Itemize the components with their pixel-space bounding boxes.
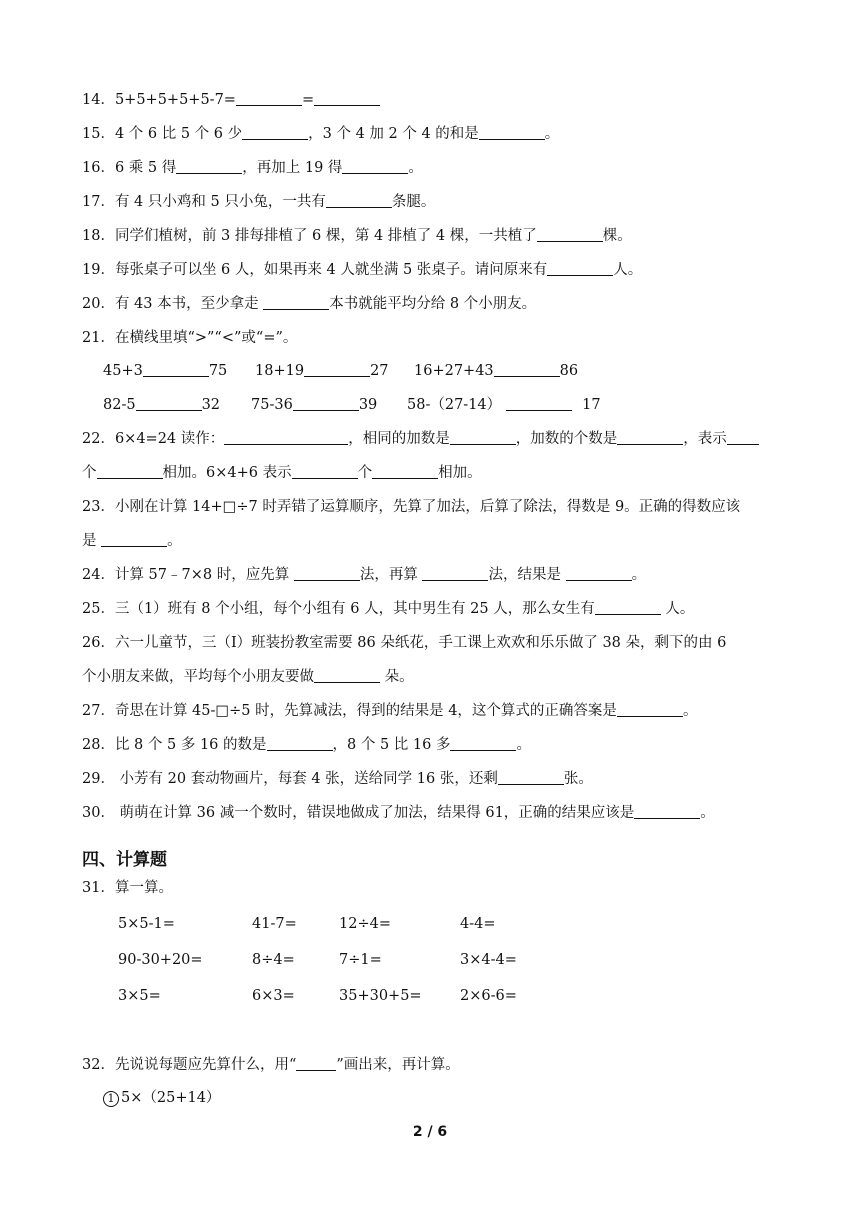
- answer-blank[interactable]: [143, 362, 209, 377]
- answer-blank[interactable]: [293, 396, 359, 411]
- calc-item: 5×5-1=: [118, 916, 175, 932]
- question-14: 14．5+5+5+5+5-7= =: [82, 90, 380, 110]
- question-18: 18．同学们植树，前 3 排每排植了 6 棵，第 4 排植了 4 棵，一共植了 棵。: [82, 228, 632, 244]
- calc-item: 41-7=: [252, 916, 297, 932]
- underline-sample: [296, 1056, 336, 1071]
- answer-blank[interactable]: [101, 532, 167, 547]
- question-17: 17．有 4 只小鸡和 5 只小兔，一共有 条腿。: [82, 194, 436, 210]
- answer-blank[interactable]: [617, 430, 683, 445]
- answer-blank[interactable]: [566, 566, 632, 581]
- answer-blank[interactable]: [304, 362, 370, 377]
- question-29: 29． 小芳有 20 套动物画片，每套 4 张，送给同学 16 张，还剩 张。: [82, 771, 593, 787]
- question-22-line2: 个 相加。6×4+6 表示 个 相加。: [82, 465, 482, 481]
- answer-blank[interactable]: [506, 396, 572, 411]
- answer-blank[interactable]: [242, 125, 308, 140]
- page-number: 2 / 6: [412, 1124, 448, 1140]
- answer-blank[interactable]: [263, 295, 329, 310]
- answer-blank[interactable]: [314, 91, 380, 106]
- calc-item: 4-4=: [460, 916, 496, 932]
- question-20: 20．有 43 本书，至少拿走 本书就能平均分给 8 个小朋友。: [82, 296, 537, 312]
- question-23-line2: 是 。: [82, 533, 182, 549]
- answer-blank[interactable]: [97, 464, 163, 479]
- calc-item: 8÷4=: [252, 952, 295, 968]
- answer-blank[interactable]: [450, 430, 516, 445]
- answer-blank[interactable]: [314, 668, 380, 683]
- question-32: 32．先说说每题应先算什么，用“ ”画出来，再计算。: [82, 1057, 460, 1073]
- answer-blank[interactable]: [372, 464, 438, 479]
- calc-item: 35+30+5=: [339, 988, 422, 1004]
- question-25: 25．三（1）班有 8 个小组，每个小组有 6 人，其中男生有 25 人，那么女生有 人。: [82, 601, 695, 617]
- answer-blank[interactable]: [224, 430, 348, 445]
- answer-blank[interactable]: [176, 159, 242, 174]
- question-19: 19．每张桌子可以坐 6 人，如果再来 4 人就坐满 5 张桌子。请问原来有 人。: [82, 262, 643, 278]
- calc-item: 2×6-6=: [460, 988, 517, 1004]
- calc-item: 3×5=: [118, 988, 161, 1004]
- answer-blank[interactable]: [342, 159, 408, 174]
- answer-blank[interactable]: [326, 193, 392, 208]
- answer-blank[interactable]: [595, 600, 661, 615]
- question-23: 23．小刚在计算 14+□÷7 时弄错了运算顺序，先算了加法，后算了除法，得数是 9。正确的得数应该: [82, 499, 741, 515]
- answer-blank[interactable]: [537, 227, 603, 242]
- compare-2-3: 58-（27-14） 17: [407, 397, 601, 413]
- circled-number: 1: [103, 1091, 119, 1107]
- compare-1-2: 18+19 27: [255, 363, 389, 379]
- compare-1-1: 45+3 75: [103, 363, 228, 379]
- answer-blank[interactable]: [727, 430, 759, 445]
- section-heading: 四、计算题: [82, 850, 167, 870]
- calc-item: 90-30+20=: [118, 952, 203, 968]
- answer-blank[interactable]: [294, 566, 360, 581]
- calc-item: 12÷4=: [339, 916, 391, 932]
- question-32-item-1: 1 5×（25+14）: [103, 1088, 220, 1108]
- compare-2-1: 82-5 32: [103, 397, 221, 413]
- question-21: 21．在横线里填“>”“<”或“=”。: [82, 330, 298, 346]
- answer-blank[interactable]: [422, 566, 488, 581]
- answer-blank[interactable]: [498, 770, 564, 785]
- question-26-line2: 个小朋友来做，平均每个小朋友要做 朵。: [82, 669, 414, 685]
- answer-blank[interactable]: [292, 464, 358, 479]
- question-24: 24．计算 57﹣7×8 时，应先算 法，再算 法，结果是 。: [82, 567, 647, 583]
- question-30: 30． 萌萌在计算 36 减一个数时，错误地做成了加法，结果得 61，正确的结果应该是 。: [82, 805, 715, 821]
- compare-2-2: 75-36 39: [251, 397, 378, 413]
- question-28: 28．比 8 个 5 多 16 的数是 ，8 个 5 比 16 多 。: [82, 737, 531, 753]
- answer-blank[interactable]: [617, 702, 683, 717]
- question-26: 26．六一儿童节，三（I）班装扮教室需要 86 朵纸花，手工课上欢欢和乐乐做了 38 朵，剩下的由 6: [82, 635, 727, 651]
- answer-blank[interactable]: [136, 396, 202, 411]
- compare-1-3: 16+27+43 86: [414, 363, 579, 379]
- answer-blank[interactable]: [479, 125, 545, 140]
- question-15: 15．4 个 6 比 5 个 6 少 ，3 个 4 加 2 个 4 的和是 。: [82, 126, 560, 142]
- question-31: 31．算一算。: [82, 880, 173, 896]
- answer-blank[interactable]: [450, 736, 516, 751]
- answer-blank[interactable]: [547, 261, 613, 276]
- calc-item: 6×3=: [252, 988, 295, 1004]
- question-16: 16．6 乘 5 得 ，再加上 19 得 。: [82, 160, 423, 176]
- answer-blank[interactable]: [494, 362, 560, 377]
- question-27: 27．奇思在计算 45-□÷5 时，先算减法，得到的结果是 4，这个算式的正确答案是 。: [82, 703, 698, 719]
- answer-blank[interactable]: [267, 736, 333, 751]
- answer-blank[interactable]: [634, 804, 700, 819]
- question-22: 22．6×4=24 读作： ，相同的加数是 ，加数的个数是 ，表示: [82, 429, 759, 449]
- calc-item: 7÷1=: [339, 952, 382, 968]
- calc-item: 3×4-4=: [460, 952, 517, 968]
- answer-blank[interactable]: [236, 91, 302, 106]
